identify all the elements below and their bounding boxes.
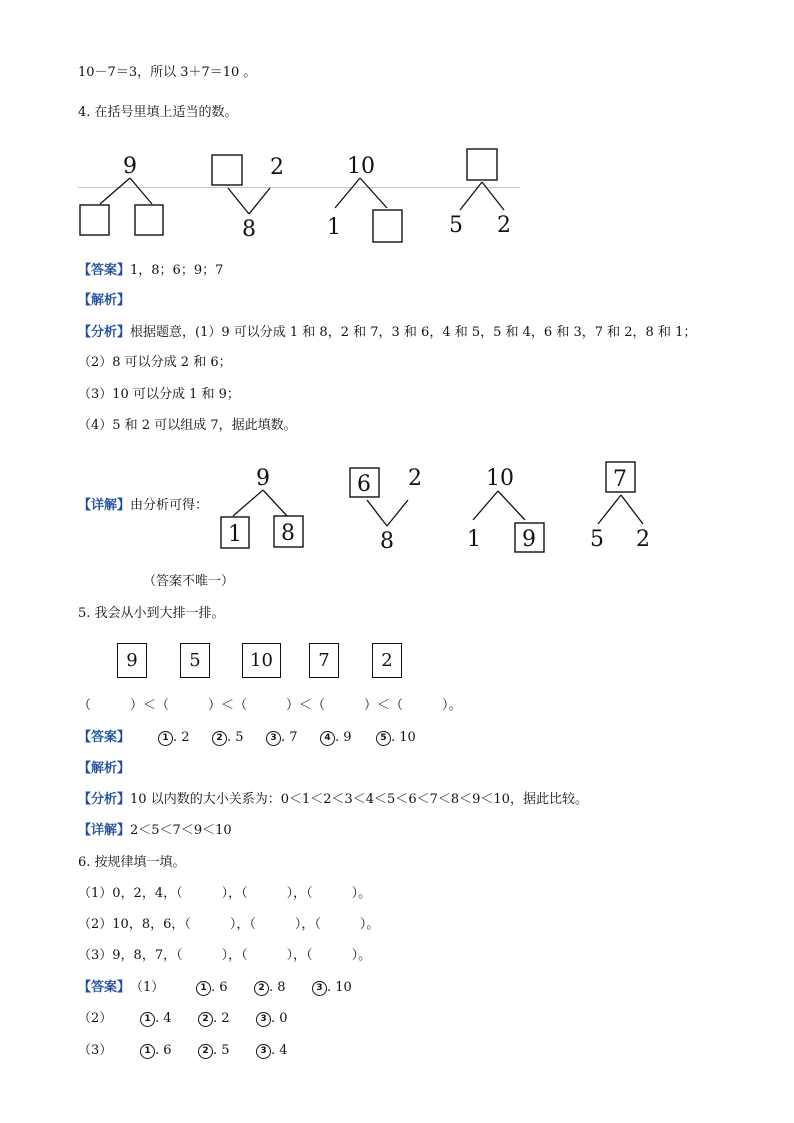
number-card-1: 9 xyxy=(117,643,147,678)
fig3-top-number: 10 xyxy=(347,154,375,179)
q4-solved-figures xyxy=(215,462,665,562)
answer-value: 1，8；6；9；7 xyxy=(130,263,224,278)
q5-question: 5. 我会从小到大排一排。 xyxy=(78,606,225,621)
fig1-top-number: 9 xyxy=(123,154,137,179)
circled-number: 1 xyxy=(158,731,173,746)
q6-answer-row-1 xyxy=(78,979,352,997)
q6-r3-answer-1 xyxy=(140,1042,198,1060)
fenxi-label: 【分析】 xyxy=(78,792,131,807)
solved1-top-number: 9 xyxy=(256,466,270,491)
solved3-left-number: 1 xyxy=(467,527,481,552)
q5-answer-3 xyxy=(266,729,320,747)
answer-value: . 5 xyxy=(213,1043,230,1058)
circled-number: 4 xyxy=(320,731,335,746)
circled-number: 3 xyxy=(312,981,327,996)
intro-line: 10－7＝3，所以 3＋7＝10 。 xyxy=(78,65,257,80)
solved4-top-number: 7 xyxy=(613,467,627,492)
q6-answer-row-3 xyxy=(78,1042,288,1060)
q4-detail xyxy=(78,497,208,515)
decomposition-figure-1 xyxy=(80,154,163,235)
q5-answer-1 xyxy=(158,729,212,747)
detail-label: 【详解】 xyxy=(78,498,131,513)
fig3-right-box[interactable] xyxy=(373,210,402,242)
circled-number: 3 xyxy=(256,1012,271,1027)
q6-r1-answer-3 xyxy=(312,979,352,997)
fig4-top-box[interactable] xyxy=(467,149,497,180)
answer-value: . 0 xyxy=(271,1011,288,1026)
q5-detail xyxy=(78,822,232,840)
q6-answer-row-2 xyxy=(78,1010,288,1028)
solved4-left-number: 5 xyxy=(590,527,604,552)
fenxi-text: 根据题意，(1）9 可以分成 1 和 8，2 和 7，3 和 6，4 和 5，5 和 4，6 和 3，7 和 2，8 和 1； xyxy=(130,325,697,340)
q6-line-2: （2）10，8，6，（ ），（ ），（ ）。 xyxy=(78,917,380,932)
answer-value: . 8 xyxy=(269,980,286,995)
q6-line-3: （3）9，8，7，（ ），（ ），（ ）。 xyxy=(78,948,372,963)
circled-number: 1 xyxy=(196,981,211,996)
answer-value: . 4 xyxy=(271,1043,288,1058)
row-prefix: （3） xyxy=(78,1043,113,1058)
row-prefix: （1） xyxy=(130,980,165,995)
solved2-left-number: 6 xyxy=(357,472,371,497)
fig3-left-number: 1 xyxy=(327,215,341,240)
answer-label: 【答案】 xyxy=(78,263,131,278)
q4-fenxi-3: （3）10 可以分成 1 和 9； xyxy=(78,387,240,402)
q5-analysis xyxy=(78,760,130,778)
analysis-label: 【解析】 xyxy=(78,293,131,308)
answer-value: . 6 xyxy=(211,980,228,995)
number-card-2: 5 xyxy=(180,643,210,678)
analysis-label: 【解析】 xyxy=(78,761,131,776)
fig2-right-number: 2 xyxy=(270,155,284,180)
solved-figure-4 xyxy=(590,462,650,552)
detail-text: 由分析可得： xyxy=(130,498,209,513)
q5-answer-2 xyxy=(212,729,266,747)
circled-number: 3 xyxy=(256,1044,271,1059)
answer-value: . 10 xyxy=(391,730,416,745)
answer-value: . 10 xyxy=(327,980,352,995)
fig2-bottom-number: 8 xyxy=(242,217,256,242)
answer-value: . 9 xyxy=(335,730,352,745)
q4-answer xyxy=(78,262,223,280)
fig4-left-number: 5 xyxy=(449,213,463,238)
answer-label: 【答案】 xyxy=(78,980,131,995)
q4-problem-figures xyxy=(76,148,526,248)
q4-question: 4. 在括号里填上适当的数。 xyxy=(78,105,238,120)
circled-number: 1 xyxy=(140,1012,155,1027)
answer-value: . 2 xyxy=(173,730,190,745)
answer-value: . 2 xyxy=(213,1011,230,1026)
q5-answer xyxy=(78,729,416,747)
decomposition-figure-2 xyxy=(212,155,284,242)
answer-label: 【答案】 xyxy=(78,730,131,745)
q4-analysis xyxy=(78,292,130,310)
q4-note: （答案不唯一） xyxy=(143,574,235,589)
solved2-right-number: 2 xyxy=(408,466,422,491)
q6-r1-answer-2 xyxy=(254,979,312,997)
number-card-3: 10 xyxy=(242,643,281,678)
q4-fenxi-2: （2）8 可以分成 2 和 6； xyxy=(78,355,232,370)
solved3-top-number: 10 xyxy=(486,466,514,491)
circled-number: 3 xyxy=(266,731,281,746)
q6-r2-answer-1 xyxy=(140,1010,198,1028)
answer-value: . 5 xyxy=(227,730,244,745)
decomposition-figure-3 xyxy=(327,154,402,242)
circled-number: 2 xyxy=(212,731,227,746)
answer-value: . 4 xyxy=(155,1011,172,1026)
decomposition-figure-4 xyxy=(449,149,511,238)
solved1-right-number: 8 xyxy=(281,521,295,546)
circled-number: 1 xyxy=(140,1044,155,1059)
solved-figure-1 xyxy=(221,466,303,548)
solved1-left-number: 1 xyxy=(228,522,242,547)
fig1-right-box[interactable] xyxy=(135,205,163,235)
q5-answer-4 xyxy=(320,729,376,747)
solved4-right-number: 2 xyxy=(636,527,650,552)
solved3-right-number: 9 xyxy=(522,527,536,552)
solved-figure-3 xyxy=(467,466,544,552)
q5-answer-5 xyxy=(376,729,416,747)
fenxi-label: 【分析】 xyxy=(78,325,131,340)
q6-r2-answer-3 xyxy=(256,1010,288,1028)
q6-r3-answer-3 xyxy=(256,1042,288,1060)
fig2-left-box[interactable] xyxy=(212,155,242,185)
circled-number: 2 xyxy=(198,1044,213,1059)
fig1-left-box[interactable] xyxy=(80,205,109,235)
row-prefix: （2） xyxy=(78,1011,113,1026)
circled-number: 2 xyxy=(198,1012,213,1027)
answer-value: . 7 xyxy=(281,730,298,745)
solved-figure-2 xyxy=(350,466,422,554)
q4-fenxi-4: （4）5 和 2 可以组成 7，据此填数。 xyxy=(78,418,297,433)
fig4-right-number: 2 xyxy=(497,213,511,238)
number-card-4: 7 xyxy=(309,643,339,678)
detail-label: 【详解】 xyxy=(78,823,131,838)
answer-value: . 6 xyxy=(155,1043,172,1058)
circled-number: 2 xyxy=(254,981,269,996)
q6-r3-answer-2 xyxy=(198,1042,256,1060)
q6-r1-answer-1 xyxy=(196,979,254,997)
q5-fenxi xyxy=(78,791,588,809)
solved2-bottom-number: 8 xyxy=(380,529,394,554)
q6-line-1: （1）0，2，4，（ ），（ ），（ ）。 xyxy=(78,886,372,901)
q6-r2-answer-2 xyxy=(198,1010,256,1028)
detail-text: 2＜5＜7＜9＜10 xyxy=(130,823,232,838)
q4-fenxi xyxy=(78,324,696,342)
fenxi-text: 10 以内数的大小关系为：0＜1＜2＜3＜4＜5＜6＜7＜8＜9＜10，据此比较。 xyxy=(130,792,588,807)
q5-blank-line: （ ）＜（ ）＜（ ）＜（ ）＜（ ）。 xyxy=(78,698,462,713)
circled-number: 5 xyxy=(376,731,391,746)
q6-question: 6. 按规律填一填。 xyxy=(78,855,186,870)
number-card-5: 2 xyxy=(372,643,402,678)
